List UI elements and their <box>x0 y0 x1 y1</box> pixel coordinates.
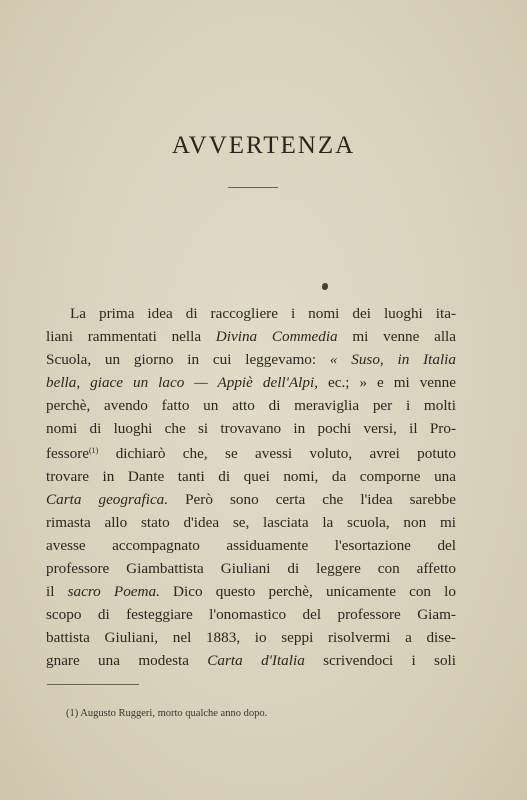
footnote-marker: (1) <box>89 446 99 456</box>
italic-text: bella, giace un laco — Appiè dell'Alpi, <box>46 373 318 391</box>
footnote-marker: liani rammentati nella <box>46 327 216 345</box>
text-line <box>46 512 456 535</box>
footnote-marker: gnare una modesta <box>46 651 208 669</box>
italic-text: Carta d'Italia <box>207 651 305 669</box>
footnote-marker: Però sono certa che l'idea sarebbe <box>168 491 456 509</box>
page-title: AVVERTENZA <box>171 132 356 159</box>
footnote-marker: Scuola, un giorno in cui leggevamo: <box>46 350 330 368</box>
footnote-marker: dichiarò che, se avessi voluto, avrei potuto <box>98 445 456 463</box>
footnote-marker: nomi di luoghi che si trovavano in pochi versi, il Pro- <box>46 419 456 437</box>
footnote-marker: scrivendoci i soli <box>304 651 456 669</box>
footnote-marker: rimasta allo stato d'idea se, lasciata la scuola, non mi <box>46 514 456 532</box>
footnote-marker: ec.; » e mi venne <box>318 373 456 391</box>
footnote-marker: perchè, avendo fatto un atto di meraviglia per i molti <box>46 396 456 414</box>
text-line <box>46 581 456 604</box>
text-line <box>46 418 456 441</box>
text-line <box>46 604 456 627</box>
footnote-marker: La prima idea di raccogliere i nomi dei luoghi ita- <box>70 305 456 322</box>
italic-text: Divina Commedia <box>215 327 338 345</box>
italic-text: sacro Poema. <box>67 582 160 600</box>
footnote-marker: battista Giuliani, nel 1883, io seppi risolvermi a dise- <box>46 628 456 646</box>
text-line <box>46 440 456 466</box>
footnote-marker: scopo di festeggiare l'onomastico del professore Giam- <box>46 605 456 623</box>
text-line <box>46 326 456 349</box>
body-paragraph <box>46 303 456 673</box>
text-line <box>46 627 456 650</box>
footnote-marker: trovare in Dante tanti di quei nomi, da comporne una <box>46 468 456 486</box>
text-line <box>46 395 456 418</box>
text-line <box>46 372 456 395</box>
italic-text: Carta geografica. <box>46 491 169 509</box>
text-line <box>46 303 456 326</box>
ink-spot <box>322 283 328 290</box>
text-line <box>46 535 456 558</box>
text-line <box>46 558 456 581</box>
italic-text: « Suso, in Italia <box>329 350 456 368</box>
footnote-marker: il <box>46 582 68 600</box>
text-line <box>46 650 456 673</box>
text-line <box>46 466 456 489</box>
footnote-marker: professore Giambattista Giuliani di leggere con affetto <box>46 559 456 577</box>
title-divider <box>228 187 278 188</box>
footnote-marker: Dico questo perchè, unicamente con lo <box>159 582 456 600</box>
footnote-marker: mi venne alla <box>337 327 456 345</box>
footnote: (1) Augusto Ruggeri, morto qualche anno dopo. <box>66 708 268 719</box>
text-line <box>46 349 456 372</box>
footnote-marker: avesse accompagnato assiduamente l'esortazione del <box>46 537 456 555</box>
footnote-marker: fessore <box>46 445 90 463</box>
footnote-divider <box>47 684 139 685</box>
text-line <box>46 489 456 512</box>
